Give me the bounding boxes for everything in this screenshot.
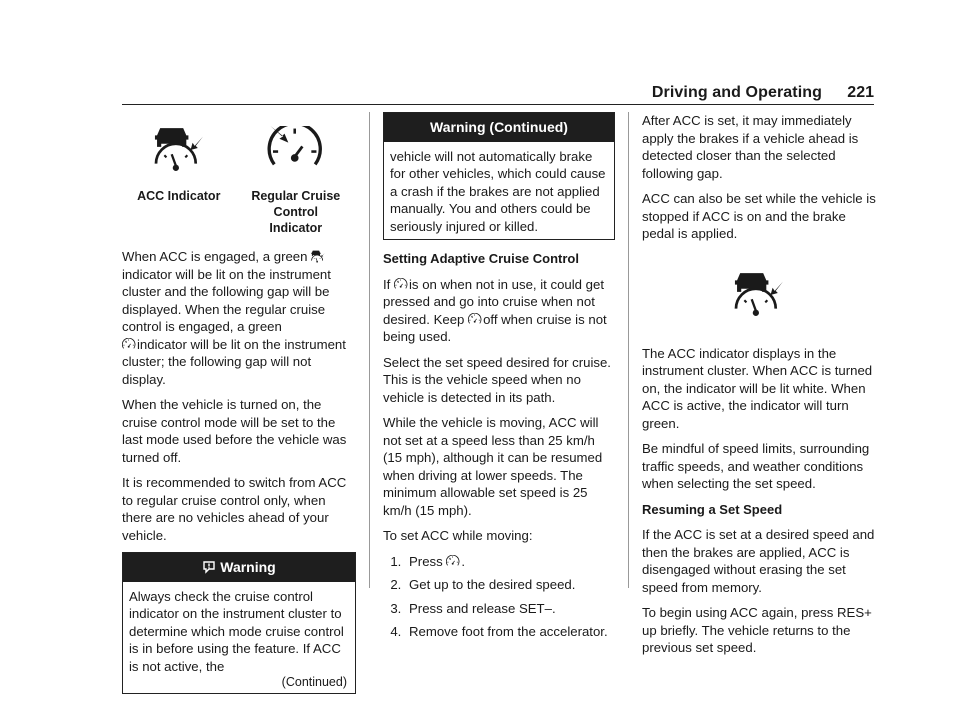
cruise-control-icon: [468, 313, 482, 326]
section-title: Driving and Operating: [651, 84, 822, 101]
column-right: [642, 112, 876, 665]
column-middle: [383, 112, 615, 647]
warning-continued-body: vehicle will not automatically brake for other vehicles, which could cause a crash if the brakes are not applied manually. You and others could be seriously injured or killed.: [390, 148, 606, 234]
column-left: [122, 112, 356, 704]
caption-line-2: Indicator: [269, 221, 323, 235]
text: When ACC is engaged, a green: [122, 249, 308, 264]
paragraph-res-plus: To begin using ACC again, press RES+ up briefly. The vehicle returns to the previous set speed.: [642, 605, 872, 655]
acc-indicator-icon: [731, 271, 787, 317]
paragraph-minimum-speed: While the vehicle is moving, ACC will not set at a speed less than 25 km/h (15 mph), although it can be resumed when driving at lower speeds. The minimum allowable set speed is 25 km/h (15 mph).: [383, 415, 603, 518]
page-header: [122, 80, 874, 105]
acc-indicator-figure: [642, 271, 876, 317]
warning-box: [122, 552, 356, 694]
page-number: 221: [847, 84, 874, 101]
step-item: [405, 553, 615, 571]
acc-indicator-icon: [311, 250, 325, 263]
step-item: 3. Press and release SET–.: [405, 600, 615, 618]
warning-icon: [202, 560, 216, 574]
step-item: 4. Remove foot from the accelerator.: [405, 623, 615, 641]
cruise-control-icon: [394, 278, 408, 291]
cruise-control-icon: [122, 338, 136, 351]
text: .: [461, 553, 466, 569]
warning-text: Always check the cruise control indicator on the instrument cluster to determine which mode cruise control is in before using the feature. If ACC is not active, the: [129, 588, 344, 674]
text: If: [383, 276, 391, 292]
cruise-control-icon: [267, 126, 325, 172]
regular-cruise-indicator-figure: [236, 112, 356, 242]
text: is on when not in use, it could get pressed and go into cruise when not desired. Keep: [383, 276, 605, 327]
paragraph-cruise-button: [383, 276, 615, 346]
text: Press: [409, 553, 443, 569]
text: off when cruise is not being used.: [383, 311, 607, 344]
paragraph-stopped: ACC can also be set while the vehicle is stopped if ACC is on and the brake pedal is applied.: [642, 191, 876, 241]
warning-continued-box: [383, 112, 615, 240]
continued-label: (Continued): [281, 675, 347, 689]
text: indicator will be lit on the instrument cluster and the following gap will be displayed. When the regular cruise control is engaged, a green: [122, 266, 331, 334]
paragraph-turned-on: When the vehicle is turned on, the cruise control mode will be set to the last mode used before the vehicle was turned off.: [122, 397, 347, 465]
warning-continued-header: Warning (Continued): [384, 113, 614, 142]
step-item: 2. Get up to the desired speed.: [405, 576, 615, 594]
paragraph-disengaged: If the ACC is set at a desired speed and then the brakes are applied, ACC is disengaged without erasing the set speed from memory.: [642, 527, 875, 595]
warning-title: Warning: [220, 559, 276, 575]
paragraph-after-set: After ACC is set, it may immediately apply the brakes if a vehicle ahead is detected closer than the selected following gap.: [642, 113, 859, 181]
paragraph-to-set: To set ACC while moving:: [383, 528, 533, 543]
column-divider: [628, 112, 629, 588]
cruise-control-icon: [446, 555, 460, 568]
steps-list: [383, 553, 615, 641]
subheading-setting-acc: Setting Adaptive Cruise Control: [383, 251, 579, 266]
paragraph-indicator-display: The ACC indicator displays in the instrument cluster. When ACC is turned on, the indicator will be lit white. When ACC is active, the indicator will turn green.: [642, 345, 873, 431]
indicator-icons-row: [122, 112, 356, 242]
paragraph-be-mindful: Be mindful of speed limits, surrounding traffic speeds, and weather conditions when selecting the set speed.: [642, 441, 870, 491]
column-divider: [369, 112, 370, 588]
caption-line-1: Regular Cruise Control: [251, 189, 341, 219]
paragraph-set-speed: Select the set speed desired for cruise. This is the vehicle speed when no vehicle is detected in its path.: [383, 354, 611, 405]
acc-indicator-caption: ACC Indicator: [137, 189, 221, 203]
subheading-resuming: Resuming a Set Speed: [642, 501, 783, 517]
text: indicator will be lit on the instrument cluster; the following gap will not display.: [122, 336, 346, 387]
paragraph-acc-engaged: [122, 248, 356, 388]
acc-indicator-icon: [151, 126, 207, 172]
acc-indicator-figure: [122, 112, 236, 242]
warning-body: [123, 582, 355, 694]
warning-header: [123, 553, 355, 582]
regular-cruise-indicator-caption: [236, 188, 356, 236]
paragraph-recommended: It is recommended to switch from ACC to regular cruise control only, when there are no vehicles ahead of your vehicle.: [122, 475, 347, 543]
